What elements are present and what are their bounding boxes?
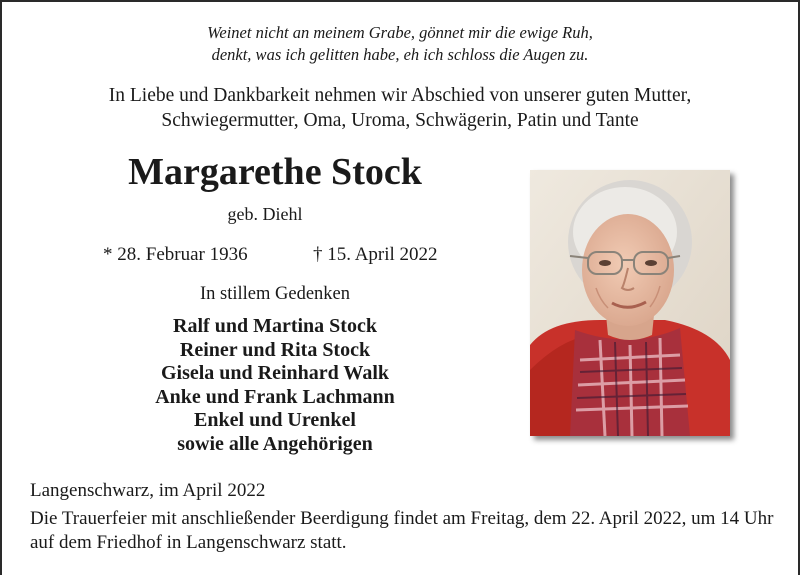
mourner-entry: Ralf und Martina Stock [173, 315, 377, 337]
place-and-date: Langenschwarz, im April 2022 [30, 480, 266, 501]
mourner-entry: Enkel und Urenkel [194, 409, 356, 431]
portrait-illustration [530, 170, 730, 436]
funeral-notice: Die Trauerfeier mit anschließender Beerdigung findet am Freitag, dem 22. April 2022, um 14 Uhr auf dem Friedhof in Langenschwarz statt. [30, 508, 774, 553]
mourner-entry: Reiner und Rita Stock [179, 338, 371, 361]
portrait-photo [530, 170, 730, 436]
death-date: † 15. April 2022 [313, 244, 438, 265]
farewell-intro [0, 83, 800, 133]
verse-line-2: denkt, was ich gelitten habe, eh ich schloss die Augen zu. [211, 45, 589, 64]
memorial-verse [0, 22, 800, 66]
mourners-list [130, 315, 420, 456]
memory-heading: In stillem Gedenken [199, 284, 350, 304]
intro-line-2: Schwiegermutter, Oma, Uroma, Schwägerin, Patin und Tante [161, 110, 639, 131]
mourner-entry: sowie alle Angehörigen [177, 432, 373, 455]
mourner-entry: Anke und Frank Lachmann [155, 385, 395, 408]
intro-line-1: In Liebe und Dankbarkeit nehmen wir Abschied von unserer guten Mutter, [108, 85, 692, 106]
birth-date: * 28. Februar 1936 [103, 244, 248, 265]
mourner-entry: Gisela und Reinhard Walk [160, 362, 390, 384]
deceased-name: Margarethe Stock [128, 151, 422, 193]
birth-name: geb. Diehl [227, 204, 303, 224]
verse-line-1: Weinet nicht an meinem Grabe, gönnet mir die ewige Ruh, [207, 23, 593, 42]
